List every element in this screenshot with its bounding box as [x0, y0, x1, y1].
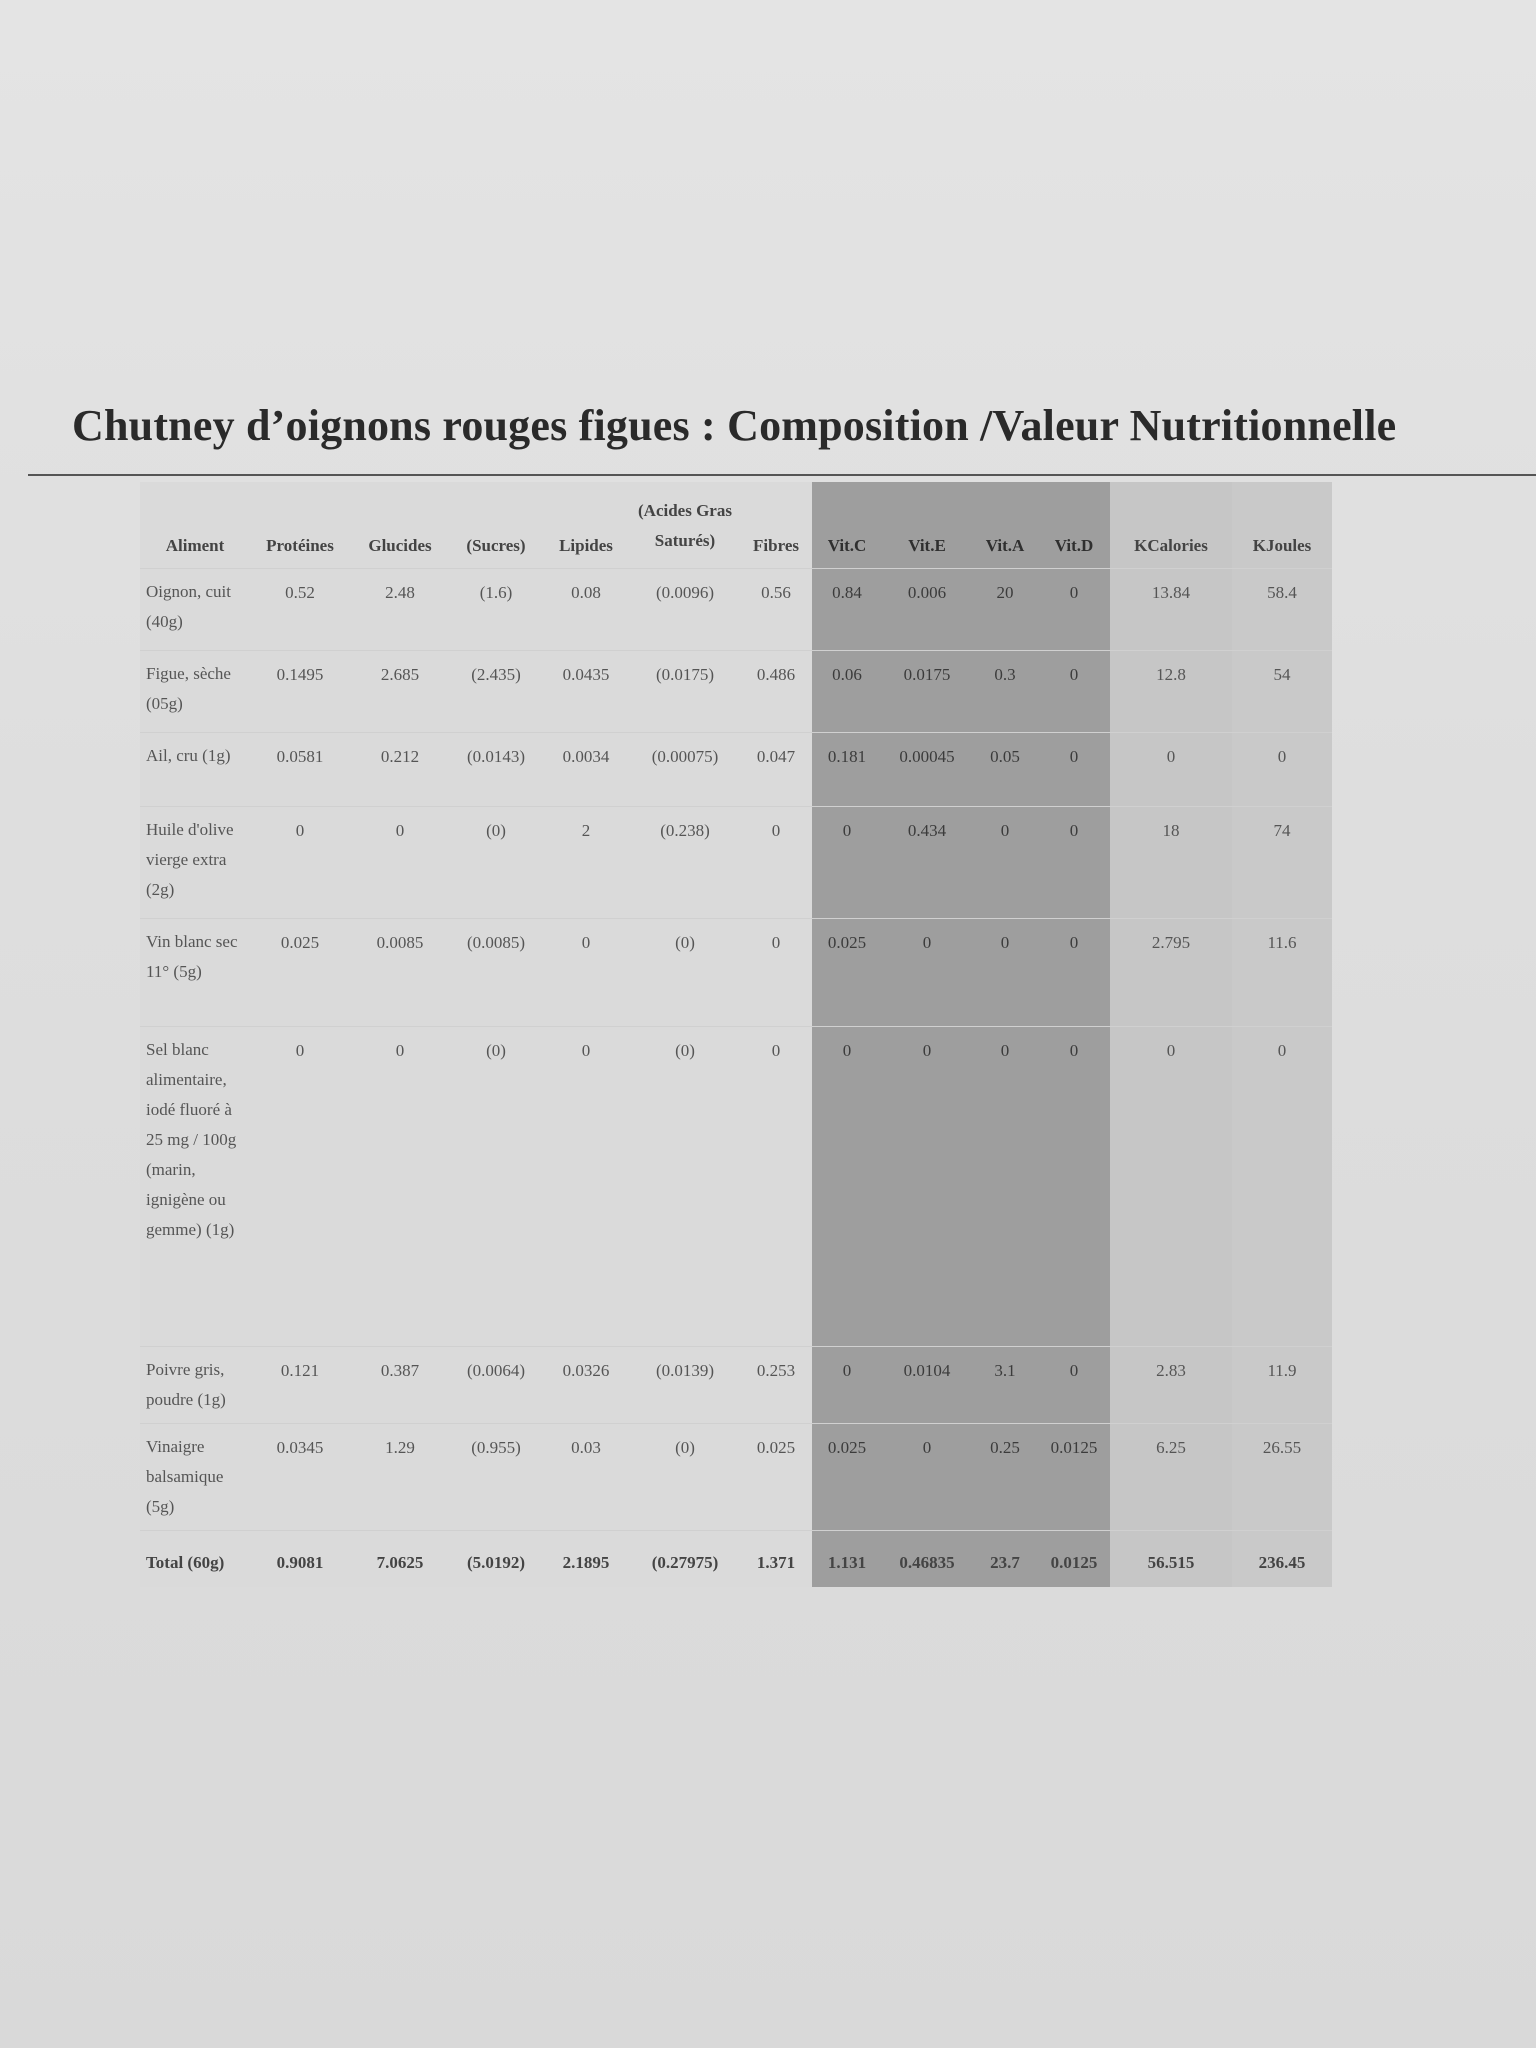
nutrition-table-container — [140, 482, 1332, 1587]
table-row — [140, 733, 1332, 807]
value-cell: 0.0104 — [882, 1347, 972, 1424]
total-value-cell: (0.27975) — [630, 1531, 740, 1588]
value-cell: 0 — [882, 1424, 972, 1531]
total-value-cell: 0.9081 — [250, 1531, 350, 1588]
value-cell: (2.435) — [450, 651, 542, 733]
value-cell: (0.0139) — [630, 1347, 740, 1424]
value-cell: 0.3 — [972, 651, 1038, 733]
total-value-cell: 23.7 — [972, 1531, 1038, 1588]
title-rule — [28, 474, 1536, 476]
table-body — [140, 569, 1332, 1588]
value-cell: 0.0435 — [542, 651, 630, 733]
total-value-cell: 0.0125 — [1038, 1531, 1110, 1588]
nutrition-table — [140, 482, 1332, 1587]
value-cell: 0.0345 — [250, 1424, 350, 1531]
value-cell: (0.0096) — [630, 569, 740, 651]
value-cell: 0 — [972, 919, 1038, 1027]
value-cell: 20 — [972, 569, 1038, 651]
header-vitd: Vit.D — [1038, 482, 1110, 569]
value-cell: 0.387 — [350, 1347, 450, 1424]
value-cell: 0.025 — [740, 1424, 812, 1531]
value-cell: (0) — [630, 919, 740, 1027]
total-value-cell: 0.46835 — [882, 1531, 972, 1588]
value-cell: 0 — [1110, 733, 1232, 807]
value-cell: (0.0085) — [450, 919, 542, 1027]
value-cell: 0 — [740, 807, 812, 919]
value-cell: 11.9 — [1232, 1347, 1332, 1424]
value-cell: 13.84 — [1110, 569, 1232, 651]
value-cell: 0.84 — [812, 569, 882, 651]
header-vite: Vit.E — [882, 482, 972, 569]
value-cell: 0.25 — [972, 1424, 1038, 1531]
total-value-cell: 236.45 — [1232, 1531, 1332, 1588]
value-cell: 3.1 — [972, 1347, 1038, 1424]
value-cell: 0 — [1038, 651, 1110, 733]
value-cell: 0.08 — [542, 569, 630, 651]
value-cell: 0.025 — [250, 919, 350, 1027]
value-cell: 2 — [542, 807, 630, 919]
value-cell: 0 — [1038, 569, 1110, 651]
header-kjoules: KJoules — [1232, 482, 1332, 569]
header-fibres: Fibres — [740, 482, 812, 569]
table-row — [140, 1347, 1332, 1424]
header-row — [140, 482, 1332, 569]
header-lipides: Lipides — [542, 482, 630, 569]
value-cell: (0) — [450, 1027, 542, 1347]
value-cell: (0) — [630, 1424, 740, 1531]
header-kcalories: KCalories — [1110, 482, 1232, 569]
header-aliment: Aliment — [140, 482, 250, 569]
food-name-cell: Figue, sèche (05g) — [140, 651, 250, 733]
value-cell: 0 — [1038, 807, 1110, 919]
value-cell: 0 — [350, 807, 450, 919]
value-cell: 0 — [812, 1027, 882, 1347]
value-cell: (0.238) — [630, 807, 740, 919]
value-cell: 0.0175 — [882, 651, 972, 733]
value-cell: (0) — [450, 807, 542, 919]
value-cell: 0.00045 — [882, 733, 972, 807]
value-cell: 0.434 — [882, 807, 972, 919]
value-cell: 0.05 — [972, 733, 1038, 807]
header-proteines: Protéines — [250, 482, 350, 569]
value-cell: 0.0125 — [1038, 1424, 1110, 1531]
value-cell: 0.06 — [812, 651, 882, 733]
value-cell: 0.1495 — [250, 651, 350, 733]
total-value-cell: 1.131 — [812, 1531, 882, 1588]
value-cell: 26.55 — [1232, 1424, 1332, 1531]
total-value-cell: 56.515 — [1110, 1531, 1232, 1588]
value-cell: 0 — [972, 1027, 1038, 1347]
value-cell: 0 — [972, 807, 1038, 919]
table-row — [140, 1424, 1332, 1531]
value-cell: 0 — [1038, 733, 1110, 807]
value-cell: 18 — [1110, 807, 1232, 919]
value-cell: (0.0064) — [450, 1347, 542, 1424]
total-value-cell: 7.0625 — [350, 1531, 450, 1588]
food-name-cell: Poivre gris, poudre (1g) — [140, 1347, 250, 1424]
value-cell: 0 — [1232, 1027, 1332, 1347]
value-cell: 0.047 — [740, 733, 812, 807]
value-cell: 0.0034 — [542, 733, 630, 807]
value-cell: 6.25 — [1110, 1424, 1232, 1531]
value-cell: 0.253 — [740, 1347, 812, 1424]
value-cell: 0 — [542, 919, 630, 1027]
value-cell: 0 — [882, 1027, 972, 1347]
table-row — [140, 651, 1332, 733]
value-cell: 0 — [740, 1027, 812, 1347]
value-cell: 0.121 — [250, 1347, 350, 1424]
food-name-cell: Huile d'olive vierge extra (2g) — [140, 807, 250, 919]
value-cell: (1.6) — [450, 569, 542, 651]
header-acides-gras: (Acides Gras Saturés) — [630, 482, 740, 569]
value-cell: 0 — [1110, 1027, 1232, 1347]
food-name-cell: Oignon, cuit (40g) — [140, 569, 250, 651]
total-value-cell: (5.0192) — [450, 1531, 542, 1588]
value-cell: 0.025 — [812, 919, 882, 1027]
value-cell: 12.8 — [1110, 651, 1232, 733]
food-name-cell: Ail, cru (1g) — [140, 733, 250, 807]
value-cell: (0.00075) — [630, 733, 740, 807]
value-cell: 0.56 — [740, 569, 812, 651]
food-name-cell: Vin blanc sec 11° (5g) — [140, 919, 250, 1027]
value-cell: (0.955) — [450, 1424, 542, 1531]
value-cell: 0 — [350, 1027, 450, 1347]
value-cell: 0.52 — [250, 569, 350, 651]
value-cell: 0.025 — [812, 1424, 882, 1531]
value-cell: 0.212 — [350, 733, 450, 807]
value-cell: 0.0581 — [250, 733, 350, 807]
value-cell: 0 — [250, 807, 350, 919]
header-vitc: Vit.C — [812, 482, 882, 569]
table-row — [140, 807, 1332, 919]
page-title: Chutney d’oignons rouges figues : Composition /Valeur Nutritionnelle — [72, 401, 1397, 450]
value-cell: 0 — [542, 1027, 630, 1347]
table-row — [140, 569, 1332, 651]
value-cell: 2.795 — [1110, 919, 1232, 1027]
value-cell: 0 — [812, 1347, 882, 1424]
table-row — [140, 919, 1332, 1027]
value-cell: 0.0326 — [542, 1347, 630, 1424]
value-cell: 0 — [740, 919, 812, 1027]
value-cell: 0.181 — [812, 733, 882, 807]
total-value-cell: 2.1895 — [542, 1531, 630, 1588]
value-cell: 2.48 — [350, 569, 450, 651]
value-cell: (0) — [630, 1027, 740, 1347]
value-cell: (0.0143) — [450, 733, 542, 807]
header-vita: Vit.A — [972, 482, 1038, 569]
value-cell: 0 — [1038, 1347, 1110, 1424]
value-cell: (0.0175) — [630, 651, 740, 733]
value-cell: 1.29 — [350, 1424, 450, 1531]
value-cell: 58.4 — [1232, 569, 1332, 651]
value-cell: 2.83 — [1110, 1347, 1232, 1424]
value-cell: 54 — [1232, 651, 1332, 733]
total-label-cell: Total (60g) — [140, 1531, 250, 1588]
header-sucres: (Sucres) — [450, 482, 542, 569]
value-cell: 0 — [250, 1027, 350, 1347]
value-cell: 11.6 — [1232, 919, 1332, 1027]
value-cell: 0.0085 — [350, 919, 450, 1027]
value-cell: 74 — [1232, 807, 1332, 919]
table-row — [140, 1027, 1332, 1347]
value-cell: 0.486 — [740, 651, 812, 733]
value-cell: 0 — [1232, 733, 1332, 807]
value-cell: 0 — [1038, 1027, 1110, 1347]
value-cell: 0.006 — [882, 569, 972, 651]
value-cell: 0.03 — [542, 1424, 630, 1531]
value-cell: 0 — [1038, 919, 1110, 1027]
value-cell: 0 — [812, 807, 882, 919]
total-row — [140, 1531, 1332, 1588]
value-cell: 2.685 — [350, 651, 450, 733]
value-cell: 0 — [882, 919, 972, 1027]
total-value-cell: 1.371 — [740, 1531, 812, 1588]
food-name-cell: Vinaigre balsamique (5g) — [140, 1424, 250, 1531]
header-glucides: Glucides — [350, 482, 450, 569]
food-name-cell: Sel blanc alimentaire, iodé fluoré à 25 mg / 100g (marin, ignigène ou gemme) (1g) — [140, 1027, 250, 1347]
